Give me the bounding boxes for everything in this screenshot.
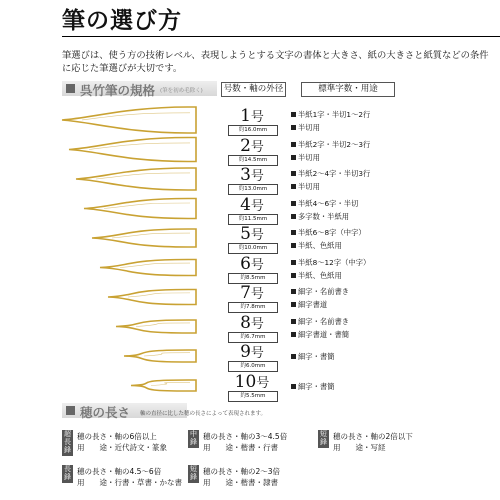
brush-use-text: 細字・名前書き xyxy=(298,316,350,326)
square-bullet-icon xyxy=(291,354,296,359)
brush-use-list xyxy=(291,256,370,282)
brush-size-number xyxy=(222,136,282,156)
ho-type-desc xyxy=(77,466,182,488)
ho-type-badge-char: 超 xyxy=(64,430,71,438)
brush-use-text: 半紙2字・半切2〜3行 xyxy=(298,139,371,149)
square-bullet-icon xyxy=(291,319,296,324)
brush-diameter: 約10.0mm xyxy=(228,243,278,254)
square-bullet-icon xyxy=(291,125,296,130)
brush-use-text: 半紙4〜6字・半切 xyxy=(298,198,359,208)
square-bullet-icon xyxy=(291,142,296,147)
brush-use-item xyxy=(291,298,349,311)
brush-use-text: 細字・名前書き xyxy=(298,287,350,296)
ho-type-badge xyxy=(188,430,199,448)
square-bullet-icon xyxy=(291,171,296,176)
brush-use-list xyxy=(291,108,370,134)
ho-type-badge xyxy=(62,430,73,456)
square-bullet-icon xyxy=(291,230,296,235)
ho-type-badge-char: 長 xyxy=(64,438,71,446)
brush-use-item xyxy=(291,285,349,298)
brush-shape-10 xyxy=(131,380,196,391)
square-bullet-icon xyxy=(291,201,296,206)
brush-size-unit: 号 xyxy=(250,287,264,302)
brush-size-unit: 号 xyxy=(256,375,270,391)
ho-type-desc-line: 用 途・写経 xyxy=(333,443,386,452)
brush-use-item xyxy=(291,108,370,121)
brush-use-item xyxy=(291,180,370,193)
ho-type-desc xyxy=(77,431,167,453)
ho-type-badge-char: 鋒 xyxy=(64,473,71,481)
brush-diameter: 約5.5mm xyxy=(228,391,278,402)
brush-diameter: 約13.0mm xyxy=(228,184,278,195)
brush-use-item xyxy=(291,256,370,269)
ho-type-desc xyxy=(203,466,280,488)
brush-size-value: 10 xyxy=(234,371,257,392)
square-bullet-icon xyxy=(291,289,296,294)
brush-use-text: 多字数・半紙用 xyxy=(298,211,350,221)
brush-use-text: 半切用 xyxy=(298,123,320,132)
brush-shape-2 xyxy=(69,138,196,162)
brush-use-text: 細字・書簡 xyxy=(298,381,335,391)
brush-diameter: 約8.5mm xyxy=(228,273,278,284)
ho-type-desc xyxy=(333,431,413,453)
brush-size-unit: 号 xyxy=(250,316,264,332)
square-icon xyxy=(66,406,75,415)
brush-size-number xyxy=(222,372,282,392)
brush-size-number xyxy=(222,106,282,126)
ho-type-desc-line: 用 途・近代詩文・篆象 xyxy=(77,443,167,452)
brush-use-item xyxy=(291,151,370,164)
brush-diameter: 約14.5mm xyxy=(228,155,278,166)
ho-type-badge-char: 長 xyxy=(64,465,71,473)
brush-size-unit: 号 xyxy=(250,346,264,361)
brush-use-item xyxy=(291,121,370,134)
brush-use-list xyxy=(291,197,358,223)
brush-use-text: 細字・書簡 xyxy=(298,352,335,361)
brush-use-text: 半切用 xyxy=(298,182,320,191)
brush-use-text: 半紙8〜12字（中字） xyxy=(298,257,371,267)
ho-type-badge-char: 鋒 xyxy=(320,438,327,446)
brush-size-unit: 号 xyxy=(250,198,264,214)
brush-shape-6 xyxy=(100,260,196,276)
brush-use-text: 半切用 xyxy=(298,152,320,162)
brush-size-unit: 号 xyxy=(250,228,264,243)
ho-type-desc-line: 穂の長さ・軸の3〜4.5倍 xyxy=(203,432,288,441)
square-bullet-icon xyxy=(291,243,296,248)
brush-size-number xyxy=(222,224,282,244)
square-bullet-icon xyxy=(291,384,296,389)
brush-size-value: 2 xyxy=(240,135,251,156)
brush-use-list xyxy=(291,380,334,393)
ho-type-desc-line: 用 途・楷書・行書 xyxy=(203,443,278,452)
brush-diameter: 約6.0mm xyxy=(228,361,278,372)
brush-size-number xyxy=(222,283,282,303)
brush-size-number xyxy=(222,254,282,274)
brush-use-text: 半紙、色紙用 xyxy=(298,241,342,250)
brush-size-value: 6 xyxy=(240,253,251,274)
brush-size-unit: 号 xyxy=(250,110,264,125)
brush-use-item xyxy=(291,197,358,210)
ho-type-badge-char: 短 xyxy=(190,465,197,473)
square-bullet-icon xyxy=(291,332,296,337)
brush-use-text: 半紙6〜8字（中字） xyxy=(298,228,366,237)
brush-size-number xyxy=(222,342,282,362)
brush-shape-9 xyxy=(124,350,196,362)
ho-type-desc-line: 穂の長さ・軸の6倍以上 xyxy=(77,432,157,441)
brush-size-value: 1 xyxy=(240,106,251,126)
brush-use-list xyxy=(291,167,370,193)
brush-shape-7 xyxy=(108,290,196,305)
brush-use-text: 半紙2〜4字・半切3行 xyxy=(298,169,371,178)
brush-size-value: 9 xyxy=(240,342,251,362)
brush-use-item xyxy=(291,226,366,239)
column-header-use: 標準字数・用途 xyxy=(301,82,395,97)
brush-use-list xyxy=(291,350,334,363)
brush-use-item xyxy=(291,167,370,180)
brush-use-list xyxy=(291,315,349,341)
ho-type-badge xyxy=(188,465,199,483)
brush-use-item xyxy=(291,315,349,328)
brush-shape-3 xyxy=(76,168,196,190)
section-note-spec: (筆を初め毛除く) xyxy=(160,88,203,94)
brush-use-text: 半紙、色紙用 xyxy=(298,270,342,280)
brush-use-item xyxy=(291,350,334,363)
brush-diameter: 約7.8mm xyxy=(228,302,278,313)
column-header-size: 号数・軸の外径 xyxy=(221,82,286,97)
section-subtitle-ho: 軸の直径に比した穂の長さによって表現されます。 xyxy=(140,411,267,417)
ho-type-desc-line: 穂の長さ・軸の4.5〜6倍 xyxy=(77,467,162,476)
ho-type-badge-char: 中 xyxy=(190,430,197,438)
ho-type-desc-line: 用 途・楷書・隷書 xyxy=(203,478,278,487)
brush-size-value: 3 xyxy=(240,165,251,185)
brush-size-unit: 号 xyxy=(250,169,264,184)
brush-use-item xyxy=(291,269,370,282)
square-bullet-icon xyxy=(291,184,296,189)
ho-type-desc xyxy=(203,431,287,453)
square-bullet-icon xyxy=(291,214,296,219)
intro-text: 筆選びは、使う方の技術レベル、表現しようとする文字の書体と大きさ、紙の大きさと紙質などの条件に応じた筆選びが大切です。 xyxy=(62,50,489,74)
brush-use-text: 細字書道・書簡 xyxy=(298,329,350,339)
brush-use-item xyxy=(291,210,358,223)
ho-type-badge-char: 短 xyxy=(320,430,327,438)
brush-use-item xyxy=(291,239,366,252)
brush-shape-8 xyxy=(116,320,196,333)
section-title-ho: 穂の長さ xyxy=(80,405,131,420)
brush-diameter: 約6.7mm xyxy=(228,332,278,343)
ho-type-desc-line: 穂の長さ・軸の2倍以下 xyxy=(333,432,413,441)
brush-size-number xyxy=(222,313,282,333)
brush-size-unit: 号 xyxy=(250,257,264,273)
brush-shape-5 xyxy=(92,229,196,247)
brush-size-number xyxy=(222,195,282,215)
brush-use-text: 細字書道 xyxy=(298,300,328,309)
square-bullet-icon xyxy=(291,273,296,278)
brush-size-value: 5 xyxy=(240,224,251,244)
page-title: 筆の選び方 xyxy=(62,7,182,34)
brush-size-value: 8 xyxy=(240,312,251,333)
brush-use-list xyxy=(291,285,349,311)
ho-type-desc-line: 用 途・行書・草書・かな書 xyxy=(77,478,182,487)
brush-use-list xyxy=(291,138,370,164)
brush-use-item xyxy=(291,138,370,151)
brush-size-unit: 号 xyxy=(250,139,264,155)
brush-use-text: 半紙1字・半切1〜2行 xyxy=(298,110,371,119)
brush-use-list xyxy=(291,226,366,252)
ho-type-badge xyxy=(62,465,73,483)
ho-type-desc-line: 穂の長さ・軸の2〜3倍 xyxy=(203,467,281,476)
brush-diameter: 約11.5mm xyxy=(228,214,278,225)
square-bullet-icon xyxy=(291,302,296,307)
brush-size-value: 4 xyxy=(240,194,251,215)
square-bullet-icon xyxy=(291,112,296,117)
ho-type-badge-char: 鋒 xyxy=(190,473,197,481)
brush-use-item xyxy=(291,380,334,393)
section-title-spec: 呉竹筆の規格 xyxy=(80,83,156,98)
square-bullet-icon xyxy=(291,260,296,265)
brush-shape-4 xyxy=(84,199,196,219)
brush-size-number xyxy=(222,165,282,185)
brush-size-value: 7 xyxy=(240,283,251,303)
brush-diameter: 約16.0mm xyxy=(228,125,278,136)
ho-type-badge xyxy=(318,430,329,448)
ho-type-badge-char: 鋒 xyxy=(64,446,71,454)
brush-use-item xyxy=(291,328,349,341)
square-bullet-icon xyxy=(291,155,296,160)
ho-type-badge-char: 鋒 xyxy=(190,438,197,446)
